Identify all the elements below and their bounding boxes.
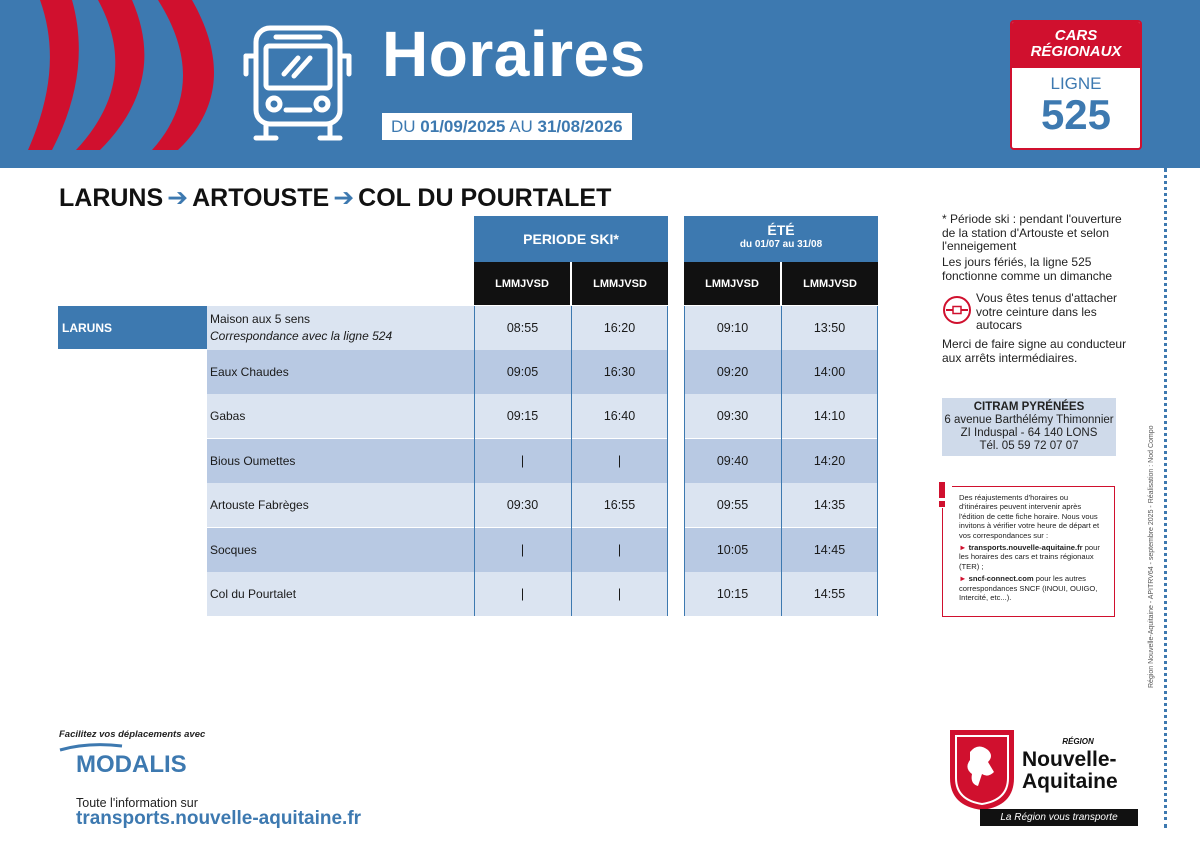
time-cell: 14:35 bbox=[781, 483, 878, 527]
modalis-wordmark: MODALIS bbox=[76, 751, 187, 778]
stop-label: Artouste Fabrèges bbox=[210, 497, 309, 512]
stop-label: Socques bbox=[210, 542, 257, 557]
time-cell: 16:55 bbox=[571, 483, 668, 527]
warning-item bbox=[959, 543, 1108, 571]
note-line: Les jours fériés, la ligne 525 bbox=[942, 255, 1092, 269]
warning-item-text: pour les autres correspondances SNCF (INOUI, OUIGO, Intercité, etc...). bbox=[959, 574, 1098, 603]
stop-label: Bious Oumettes bbox=[210, 453, 296, 468]
swoosh-logo-icon bbox=[0, 0, 230, 168]
exclamation-icon bbox=[930, 478, 954, 510]
region-label: RÉGION bbox=[1062, 737, 1094, 746]
stop-name bbox=[207, 572, 474, 616]
column-separator bbox=[877, 306, 878, 616]
days-header: LMMJVSD bbox=[474, 262, 570, 305]
stop-name bbox=[207, 439, 474, 483]
stop-name bbox=[207, 350, 474, 394]
bullet-triangle-icon: ► bbox=[959, 574, 967, 584]
operator-phone: Tél. 05 59 72 07 07 bbox=[979, 440, 1079, 452]
line-badge bbox=[1010, 20, 1142, 150]
line-badge-brand bbox=[1012, 22, 1140, 68]
warning-link[interactable]: transports.nouvelle-aquitaine.fr bbox=[968, 543, 1083, 553]
time-cell: 09:05 bbox=[474, 350, 571, 394]
credit-text: Région Nouvelle-Aquitaine - APITRV64 - septembre 2025 - Réalisation : Nod Compo bbox=[1148, 425, 1155, 688]
time-cell: 09:40 bbox=[684, 439, 781, 483]
seatbelt-note bbox=[976, 292, 1117, 333]
operator-address: ZI Induspal - 64 140 LONS bbox=[960, 427, 1098, 439]
facilitez-text: Facilitez vos déplacements avec bbox=[59, 729, 206, 740]
operator-name: CITRAM PYRÉNÉES bbox=[973, 401, 1085, 413]
stop-label: Eaux Chaudes bbox=[210, 364, 289, 379]
note-line: Vous êtes tenus d'attacher bbox=[976, 291, 1118, 305]
days-header: LMMJVSD bbox=[572, 262, 668, 305]
time-cell: 16:40 bbox=[571, 394, 668, 438]
date-mid: AU bbox=[509, 117, 533, 136]
note-line: de la station d'Artouste et selon bbox=[942, 225, 1110, 240]
warning-link[interactable]: sncf-connect.com bbox=[968, 574, 1034, 584]
note-line: l'enneigement bbox=[942, 239, 1017, 253]
time-cell: 14:20 bbox=[781, 439, 878, 483]
sign-driver-note bbox=[942, 338, 1126, 365]
header-banner bbox=[0, 0, 1200, 168]
region-logo bbox=[948, 728, 1138, 826]
bus-icon bbox=[240, 22, 355, 144]
stop-label: Col du Pourtalet bbox=[210, 586, 297, 601]
stop-connection-note: Correspondance avec la ligne 524 bbox=[210, 329, 393, 343]
region-name-1: Nouvelle- bbox=[1022, 748, 1117, 771]
column-separator bbox=[667, 306, 668, 616]
route-from: LARUNS bbox=[59, 184, 164, 212]
note-line: votre ceinture dans les bbox=[976, 304, 1097, 319]
validity-dates bbox=[382, 113, 632, 140]
warning-item bbox=[959, 574, 1108, 602]
town-label: LARUNS bbox=[58, 306, 207, 349]
stop-name bbox=[207, 394, 474, 438]
arrow-right-icon: ➔ bbox=[333, 184, 355, 212]
stop-label: Maison aux 5 sens bbox=[210, 312, 311, 326]
line-badge-brand-1: CARS bbox=[1054, 27, 1098, 44]
time-cell: 13:50 bbox=[781, 306, 878, 350]
note-line: aux arrêts intermédiaires. bbox=[942, 350, 1078, 365]
time-cell: 09:55 bbox=[684, 483, 781, 527]
note-line: Merci de faire signe au conducteur bbox=[942, 337, 1127, 351]
modalis-logo bbox=[58, 740, 188, 780]
time-cell: 14:55 bbox=[781, 572, 878, 616]
operator-box bbox=[942, 398, 1116, 456]
date-start: 01/09/2025 bbox=[420, 117, 506, 136]
route-to: COL DU POURTALET bbox=[358, 184, 612, 212]
days-header: LMMJVSD bbox=[684, 262, 780, 305]
time-cell: 10:05 bbox=[684, 528, 781, 572]
note-line: fonctionne comme un dimanche bbox=[942, 268, 1113, 283]
info-line: Toute l'information sur bbox=[76, 796, 198, 810]
time-cell: | bbox=[474, 528, 571, 572]
line-badge-label: LIGNE bbox=[1050, 74, 1102, 93]
stop-name bbox=[207, 483, 474, 527]
time-cell: 09:20 bbox=[684, 350, 781, 394]
info-url-link[interactable]: transports.nouvelle-aquitaine.fr bbox=[76, 808, 362, 829]
column-separator bbox=[781, 306, 782, 616]
period-ski-label: PERIODE SKI* bbox=[523, 231, 619, 247]
seatbelt-icon bbox=[942, 295, 972, 325]
line-badge-number: 525 bbox=[1040, 91, 1112, 138]
time-cell: | bbox=[571, 572, 668, 616]
time-cell: | bbox=[571, 528, 668, 572]
column-separator bbox=[684, 306, 685, 616]
region-name bbox=[1022, 749, 1118, 793]
operator-address: 6 avenue Barthélémy Thimonnier bbox=[944, 414, 1114, 426]
arrow-right-icon: ➔ bbox=[167, 184, 189, 212]
credit-vertical bbox=[1148, 420, 1160, 688]
time-cell: 09:30 bbox=[474, 483, 571, 527]
note-line: autocars bbox=[976, 318, 1023, 332]
holiday-note bbox=[942, 256, 1112, 283]
time-cell: 16:20 bbox=[571, 306, 668, 350]
time-cell: | bbox=[474, 439, 571, 483]
column-separator bbox=[571, 306, 572, 616]
stop-label: Gabas bbox=[210, 408, 246, 423]
stop-name bbox=[207, 528, 474, 572]
period-summer-label: ÉTÉ bbox=[767, 222, 795, 238]
stop-name bbox=[207, 306, 474, 350]
line-badge-brand-2: RÉGIONAUX bbox=[1030, 43, 1122, 60]
time-cell: | bbox=[571, 439, 668, 483]
time-cell: 10:15 bbox=[684, 572, 781, 616]
bullet-triangle-icon: ► bbox=[959, 543, 967, 553]
route-title bbox=[59, 183, 611, 213]
warning-intro: Des réajustements d'horaires ou d'itinéraires peuvent intervenir après l'édition de cette fiche horaire. Nous vous invitons à vérifier votre heure de départ et vos correspondances sur : bbox=[959, 493, 1100, 540]
region-name-box bbox=[1018, 733, 1138, 809]
warning-box bbox=[942, 486, 1115, 617]
period-header-ski bbox=[474, 216, 668, 262]
date-end: 31/08/2026 bbox=[537, 117, 623, 136]
time-cell: 09:10 bbox=[684, 306, 781, 350]
lion-shield-icon bbox=[948, 728, 1016, 812]
time-cell: 08:55 bbox=[474, 306, 571, 350]
period-summer-dates: du 01/07 au 31/08 bbox=[739, 239, 823, 250]
time-cell: 14:00 bbox=[781, 350, 878, 394]
warning-item-text: pour les horaires des cars et trains régionaux (TER) ; bbox=[959, 543, 1100, 571]
time-cell: 09:30 bbox=[684, 394, 781, 438]
page-title: Horaires bbox=[382, 18, 646, 90]
time-cell: | bbox=[474, 572, 571, 616]
dotted-divider bbox=[1164, 168, 1167, 828]
period-header-summer bbox=[684, 216, 878, 262]
days-header: LMMJVSD bbox=[782, 262, 878, 305]
column-separator bbox=[474, 306, 475, 616]
time-cell: 14:45 bbox=[781, 528, 878, 572]
time-cell: 09:15 bbox=[474, 394, 571, 438]
region-name-2: Aquitaine bbox=[1022, 770, 1118, 793]
date-prefix: DU bbox=[391, 117, 416, 136]
note-line: * Période ski : pendant l'ouverture bbox=[942, 212, 1122, 226]
route-via: ARTOUSTE bbox=[192, 184, 330, 212]
time-cell: 14:10 bbox=[781, 394, 878, 438]
time-cell: 16:30 bbox=[571, 350, 668, 394]
ski-period-note bbox=[942, 213, 1122, 254]
region-tagline: La Région vous transporte bbox=[980, 809, 1138, 826]
